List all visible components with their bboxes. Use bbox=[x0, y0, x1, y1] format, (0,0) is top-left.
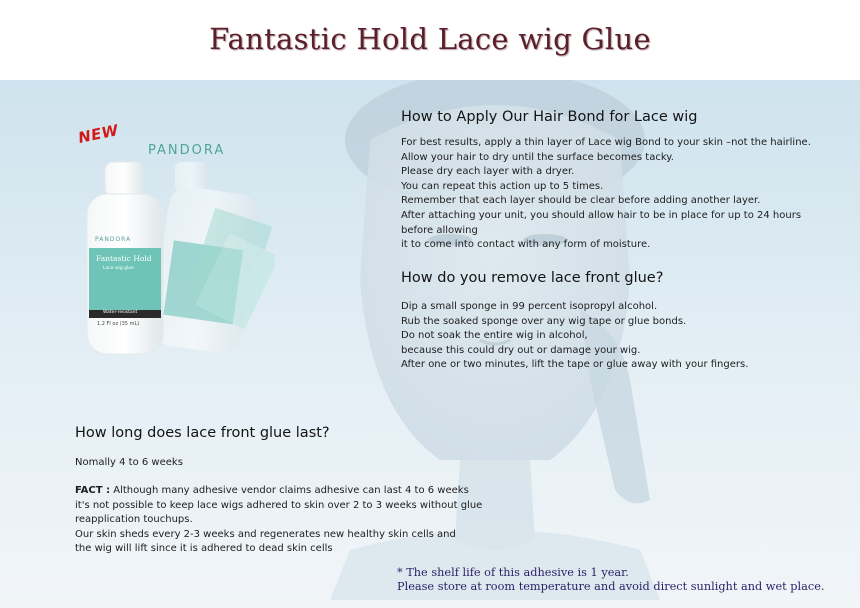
bottle-brand-label: PANDORA bbox=[95, 236, 132, 243]
last-heading: How long does lace front glue last? bbox=[75, 425, 330, 441]
fact-line: the wig will lift since it is adhered to dead skin cells bbox=[75, 543, 333, 555]
remove-line: Dip a small sponge in 99 percent isopropyl alcohol. bbox=[401, 301, 658, 312]
apply-line: before allowing bbox=[401, 224, 478, 236]
fact-text bbox=[75, 484, 482, 557]
fact-line: reapplication touchups. bbox=[75, 514, 193, 526]
bottle-name-label: Fantastic Hold bbox=[96, 254, 152, 263]
fact-line: it's not possible to keep lace wigs adhered to skin over 2 to 3 weeks without glue bbox=[75, 499, 483, 511]
storage-instructions: Please store at room temperature and avoid direct sunlight and wet place. bbox=[397, 580, 825, 593]
fact-label: FACT : bbox=[75, 485, 111, 496]
remove-line: because this could dry out or damage your wig. bbox=[401, 344, 641, 356]
apply-line: For best results, apply a thin layer of Lace wig Bond to your skin –not the hairline. bbox=[401, 137, 811, 148]
apply-line: it to come into contact with any form of moisture. bbox=[401, 239, 651, 251]
apply-line: Remember that each layer should be clear before adding another layer. bbox=[401, 195, 761, 207]
remove-line: Do not soak the entire wig in alcohol, bbox=[401, 330, 588, 342]
remove-instructions bbox=[401, 300, 748, 373]
bottle-sub-label: Lace wig glue bbox=[103, 266, 134, 271]
apply-heading: How to Apply Our Hair Bond for Lace wig bbox=[401, 109, 698, 125]
bottle-band-label: Water-resistant bbox=[103, 310, 138, 315]
apply-line: Please dry each layer with a dryer. bbox=[401, 166, 575, 178]
fact-line: Although many adhesive vendor claims adhesive can last 4 to 6 weeks bbox=[110, 485, 469, 496]
remove-heading: How do you remove lace front glue? bbox=[401, 270, 664, 286]
shelf-life-note: * The shelf life of this adhesive is 1 year. bbox=[397, 566, 629, 579]
page-title: Fantastic Hold Lace wig Glue bbox=[209, 22, 651, 56]
apply-line: You can repeat this action up to 5 times. bbox=[401, 180, 604, 192]
new-badge: NEW bbox=[76, 120, 121, 148]
remove-line: After one or two minutes, lift the tape or glue away with your fingers. bbox=[401, 359, 749, 371]
storage-note bbox=[397, 566, 824, 594]
brand-logo: PANDORA bbox=[148, 143, 226, 158]
duration-text: Nomally 4 to 6 weeks bbox=[75, 457, 183, 468]
apply-instructions bbox=[401, 136, 811, 253]
remove-line: Rub the soaked sponge over any wig tape or glue bonds. bbox=[401, 315, 687, 327]
apply-line: Allow your hair to dry until the surface becomes tacky. bbox=[401, 151, 674, 163]
bottle-volume-label: 1.2 Fl oz (35 mL) bbox=[97, 321, 140, 327]
apply-line: After attaching your unit, you should allow hair to be in place for up to 24 hours bbox=[401, 209, 802, 221]
fact-line: Our skin sheds every 2-3 weeks and regenerates new healthy skin cells and bbox=[75, 528, 456, 540]
